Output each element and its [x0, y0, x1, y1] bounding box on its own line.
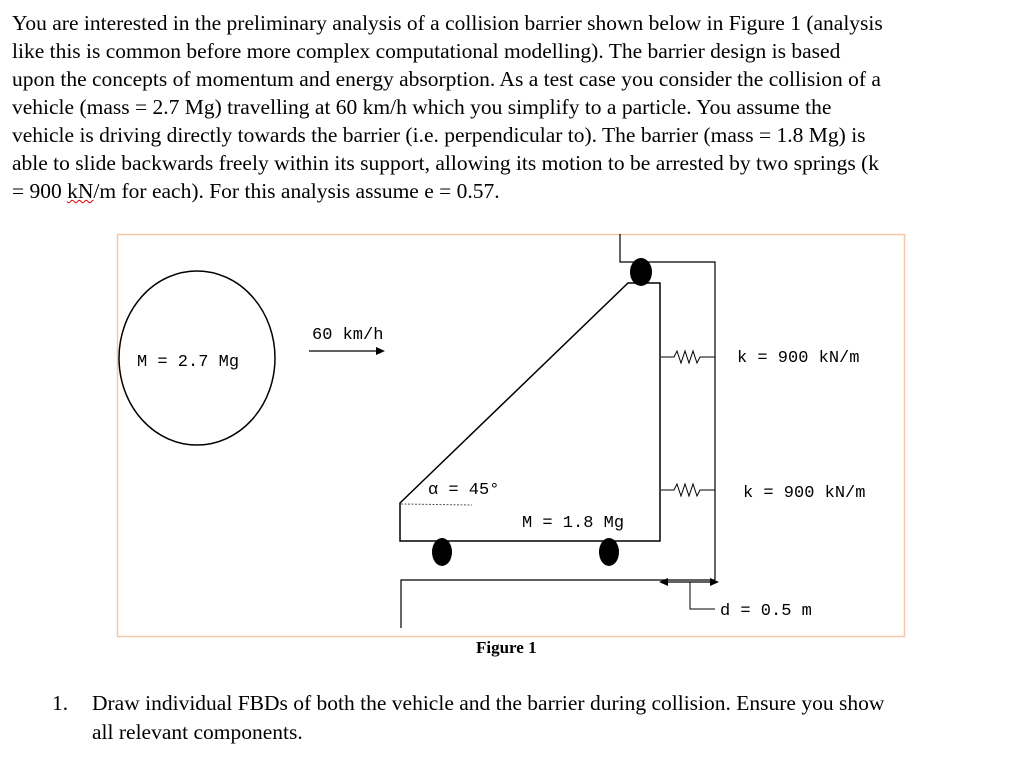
- vehicle-mass-label: M = 2.7 Mg: [137, 353, 240, 372]
- spring-top-label: k = 900 kN/m: [737, 349, 860, 368]
- text-segment: /m for each). For this analysis assume e = 0.57.: [93, 179, 500, 203]
- spring-bottom: [661, 484, 715, 496]
- question-line: Draw individual FBDs of both the vehicle and the barrier during collision. Ensure you show: [92, 691, 885, 715]
- text-segment: = 900: [12, 179, 68, 203]
- spellcheck-flagged-word: kN: [67, 179, 94, 203]
- barrier-body: [400, 283, 660, 541]
- bottom-roller-left: [432, 538, 452, 566]
- bottom-roller-right: [599, 538, 619, 566]
- velocity-label: 60 km/h: [312, 326, 384, 345]
- angle-reference-line: [401, 504, 472, 505]
- paragraph-line: vehicle (mass = 2.7 Mg) travelling at 60 km/h which you simplify to a particle. You assume the: [12, 95, 832, 119]
- arrow-head-icon: [376, 347, 385, 355]
- support-wall-top-right: [620, 234, 715, 580]
- spring-top: [661, 351, 715, 363]
- barrier-mass-label: M = 1.8 Mg: [522, 514, 625, 533]
- figure-caption: Figure 1: [476, 638, 537, 657]
- paragraph-line: You are interested in the preliminary analysis of a collision barrier shown below in Figure 1 (analysis: [12, 11, 883, 35]
- question-number: 1.: [52, 691, 69, 715]
- paragraph-line: able to slide backwards freely within its support, allowing its motion to be arrested by two springs (k: [12, 151, 880, 175]
- support-wall-bottom: [401, 580, 715, 628]
- figure-frame: [118, 235, 905, 637]
- arrow-left-icon: [659, 578, 668, 586]
- gap-leader-line: [690, 582, 715, 609]
- angle-label: α = 45°: [428, 481, 500, 500]
- question-text: [92, 689, 884, 747]
- paragraph-line: vehicle is driving directly towards the barrier (i.e. perpendicular to). The barrier (mass = 1.8 Mg) is: [12, 123, 866, 147]
- question-line: all relevant components.: [92, 720, 303, 744]
- spring-bottom-label: k = 900 kN/m: [743, 484, 866, 503]
- paragraph-line: upon the concepts of momentum and energy absorption. As a test case you consider the collision of a: [12, 67, 881, 91]
- gap-label: d = 0.5 m: [720, 602, 812, 621]
- paragraph-line: like this is common before more complex computational modelling). The barrier design is based: [12, 39, 841, 63]
